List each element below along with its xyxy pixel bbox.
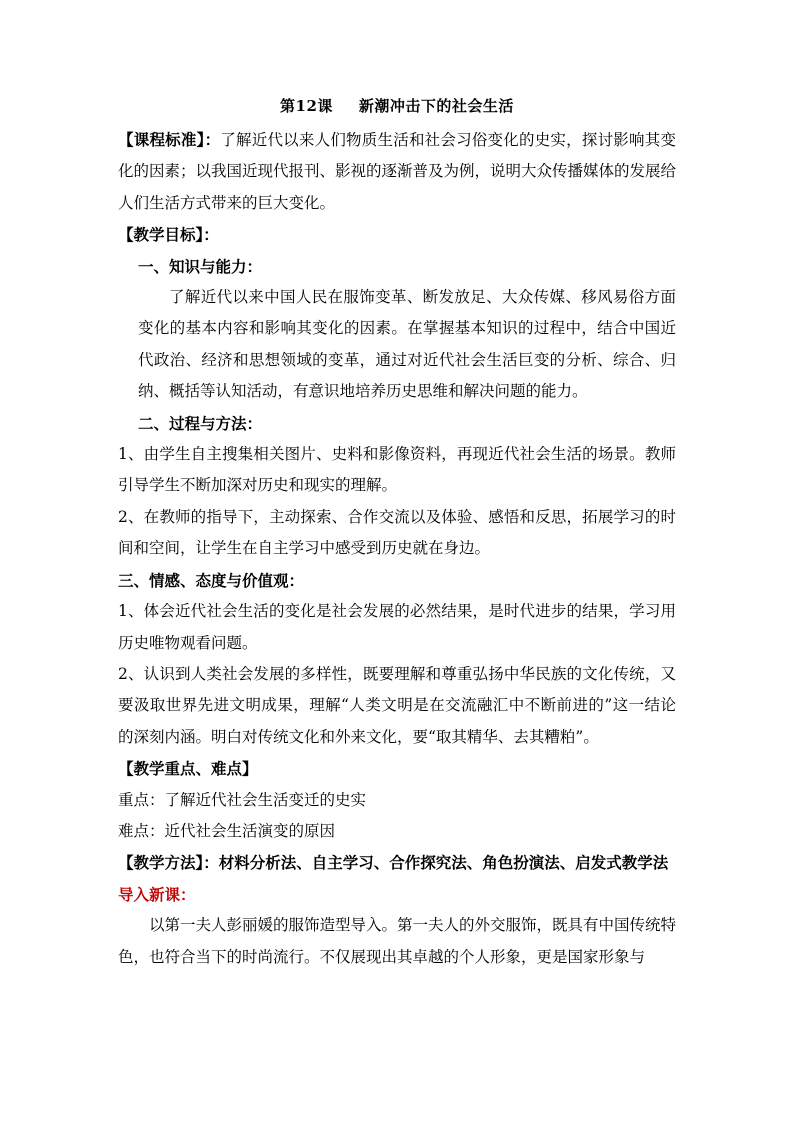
difficult-point: 难点：近代社会生活演变的原因 [118, 821, 336, 840]
emotion-heading: 三、情感、态度与价值观： [118, 570, 305, 590]
intro-text: 以第一夫人彭丽媛的服饰造型导入。第一夫人的外交服饰，既具有中国传统特色，也符合当下的时尚流行。不仅展现出其卓越的个人形象，更是国家形象与 [118, 916, 677, 966]
process-heading: 二、过程与方法： [138, 413, 263, 433]
process-item-2: 2、在教师的指导下，主动探索、合作交流以及体验、感悟和反思，拓展学习的时间和空间，让学生在自主学习中感受到历史就在身边。 [118, 507, 676, 558]
methods [118, 847, 676, 878]
methods-text: 材料分析法、自主学习、合作探究法、角色扮演法、启发式教学法 [218, 853, 669, 873]
methods-label: 【教学方法】： [118, 853, 219, 873]
intro-heading: 导入新课： [118, 884, 196, 904]
curriculum-standard-label: 【课程标准】： [118, 130, 221, 149]
lesson-number: 第12课 [280, 97, 333, 115]
emotion-item-2: 2、认识到人类社会发展的多样性，既要理解和尊重弘扬中华民族的文化传统，又要汲取世界先进文明成果，理解“人类文明是在交流融汇中不断前进的”这一结论的深刻内涵。明白对传统文化和外来文化，要“取其精华、去其糟粕”。 [118, 664, 676, 746]
emotion-item-1: 1、体会近代社会生活的变化是社会发展的必然结果，是时代进步的结果，学习用历史唯物观看问题。 [118, 602, 676, 652]
curriculum-standard [118, 124, 676, 219]
process-item-1: 1、由学生自主搜集相关图片、史料和影像资料，再现近代社会生活的场景。教师引导学生不断加深对历史和现实的理解。 [118, 445, 676, 495]
lesson-title [118, 92, 676, 120]
curriculum-standard-text: 了解近代以来人们物质生活和社会习俗变化的史实，探讨影响其变化的因素；以我国近现代报刊、影视的逐渐普及为例，说明大众传播媒体的发展给人们生活方式带来的巨大变化。 [118, 131, 677, 212]
knowledge-heading: 一、知识与能力： [138, 256, 263, 276]
key-points-label: 【教学重点、难点】 [118, 759, 258, 779]
knowledge-text: 了解近代以来中国人民在服饰变革、断发放足、大众传媒、移风易俗方面变化的基本内容和影响其变化的因素。在掌握基本知识的过程中，结合中国近代政治、经济和思想领域的变革，通过对近代社会生活巨变的分析、综合、归纳、概括等认知活动，有意识地培养历史思维和解决问题的能力。 [138, 288, 676, 401]
objectives-label: 【教学目标】： [118, 225, 219, 245]
document-page [118, 92, 676, 973]
lesson-name: 新潮冲击下的社会生活 [358, 97, 514, 115]
key-point: 重点：了解近代社会生活变迁的史实 [118, 790, 367, 809]
